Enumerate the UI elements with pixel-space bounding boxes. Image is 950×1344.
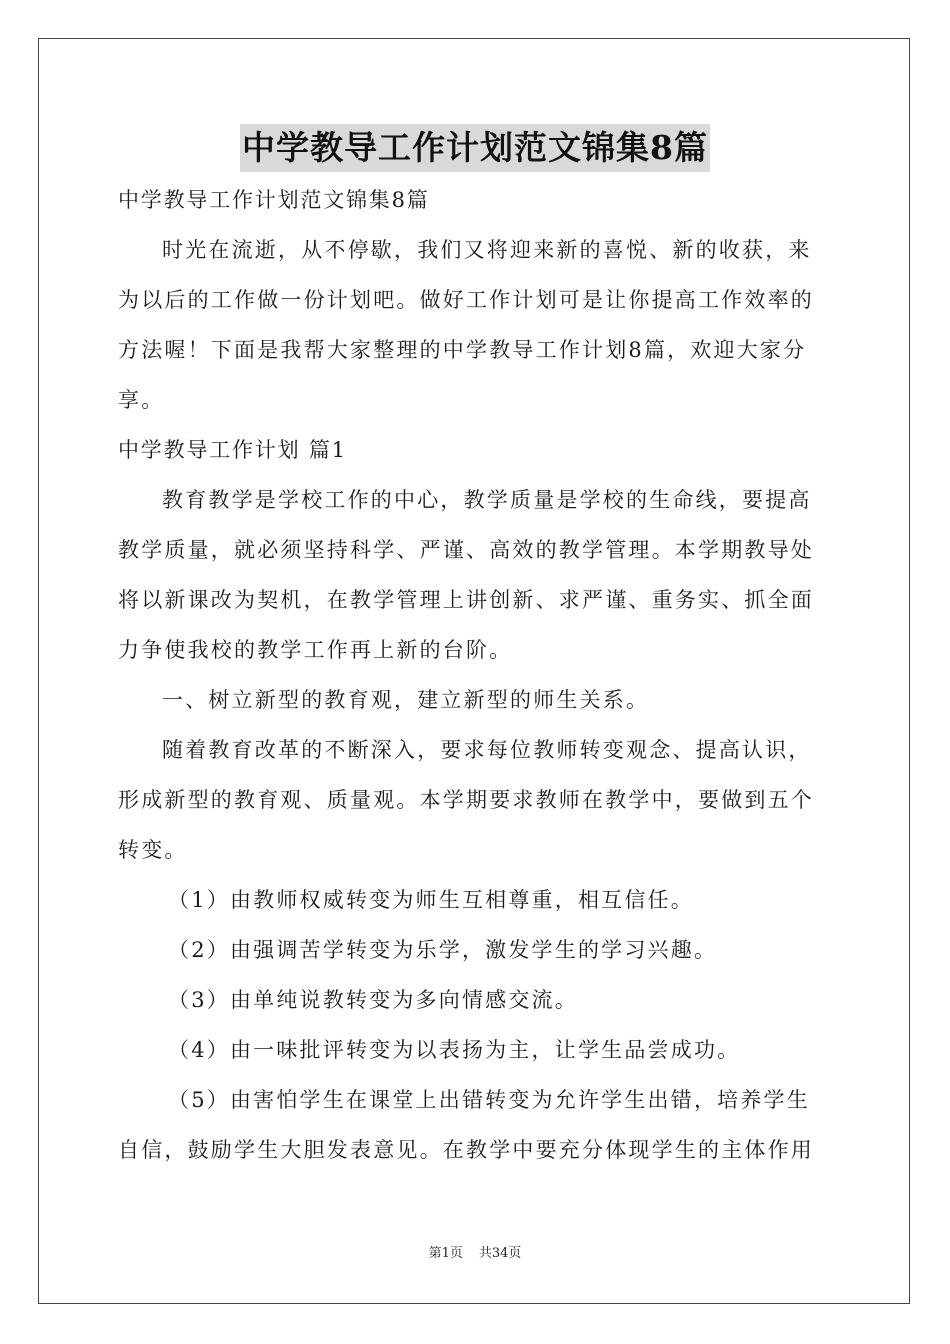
- text-line: 力争使我校的教学工作再上新的台阶。: [118, 638, 513, 662]
- text-line: （2）由强调苦学转变为乐学，激发学生的学习兴趣。: [168, 938, 718, 962]
- title-container: [0, 124, 950, 172]
- document-title: 中学教导工作计划范文锦集8篇: [240, 124, 710, 172]
- text-line: 中学教导工作计划 篇1: [118, 438, 347, 462]
- text-line: 中学教导工作计划范文锦集8篇: [118, 188, 430, 212]
- text-line: （5）由害怕学生在课堂上出错转变为允许学生出错，培养学生: [168, 1088, 810, 1112]
- text-line: 教育教学是学校工作的中心，教学质量是学校的生命线，要提高: [162, 488, 812, 512]
- text-line: 随着教育改革的不断深入，要求每位教师转变观念、提高认识，: [162, 738, 812, 762]
- text-line: 一、树立新型的教育观，建立新型的师生关系。: [162, 688, 650, 712]
- text-line: （1）由教师权威转变为师生互相尊重，相互信任。: [168, 888, 694, 912]
- page-total: 共34页: [478, 1246, 522, 1261]
- text-line: （3）由单纯说教转变为多向情感交流。: [168, 988, 578, 1012]
- document-body: [118, 175, 834, 1175]
- text-line: 将以新课改为契机，在教学管理上讲创新、求严谨、重务实、抓全面: [118, 588, 814, 612]
- text-line: 转变。: [118, 838, 188, 862]
- text-line: 形成新型的教育观、质量观。本学期要求教师在教学中，要做到五个: [118, 788, 814, 812]
- page-footer: [0, 1242, 950, 1261]
- text-line: 自信，鼓励学生大胆发表意见。在教学中要充分体现学生的主体作用: [118, 1138, 814, 1162]
- text-line: 方法喔！下面是我帮大家整理的中学教导工作计划8篇，欢迎大家分: [118, 338, 807, 362]
- page-number: 第1页: [428, 1246, 463, 1261]
- text-line: （4）由一味批评转变为以表扬为主，让学生品尝成功。: [168, 1038, 741, 1062]
- text-line: 享。: [118, 388, 165, 412]
- text-line: 时光在流逝，从不停歇，我们又将迎来新的喜悦、新的收获，来: [162, 238, 812, 262]
- text-line: 为以后的工作做一份计划吧。做好工作计划可是让你提高工作效率的: [118, 288, 814, 312]
- text-line: 教学质量，就必须坚持科学、严谨、高效的教学管理。本学期教导处: [118, 538, 814, 562]
